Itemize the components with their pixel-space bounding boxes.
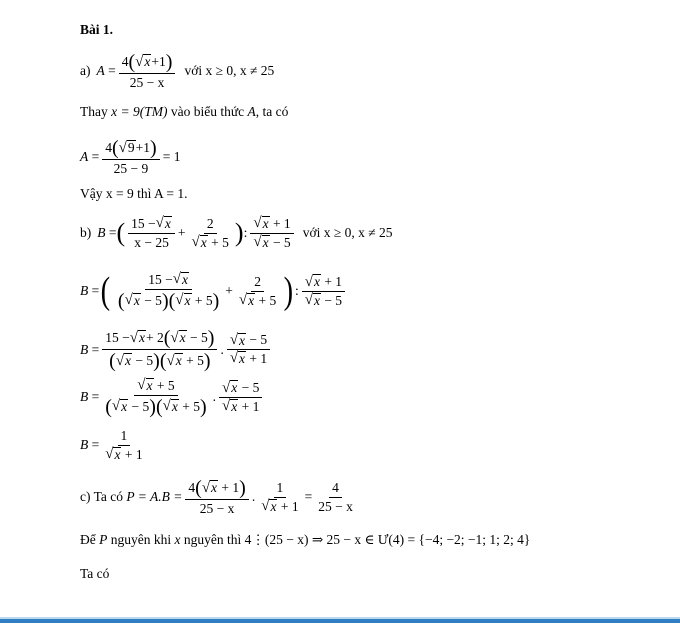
minus5: − 5 xyxy=(272,234,291,250)
tail-text: Ta có xyxy=(80,566,110,581)
b-step-4: B = √ x + 5 ( √ x − 5 )( √ x + 5 ) . √ x − 5 √ x + 1 xyxy=(80,378,265,417)
s2-term-3: √ x + 1 √ x − 5 xyxy=(302,274,345,308)
minus5: − 5 xyxy=(135,353,154,369)
part-b-label: b) xyxy=(80,225,92,241)
part-a-formula: a) A = 4 ( √ x +1 ) 25 − x với x ≥ 0, x ≠ 25 xyxy=(80,51,275,90)
plus-one: +1 xyxy=(151,54,166,70)
s3-term-2: √ x − 5 √ x + 1 xyxy=(227,332,270,366)
condition: x ≥ 0, x ≠ 25 xyxy=(205,63,275,79)
b-step-3: B = 15 − √ x + 2 ( √ x − 5 ) ( √ x − 5 )( √ x + 5 ) . √ x − 5 √ x + 1 xyxy=(80,328,273,371)
subst-pre: Thay xyxy=(80,104,108,119)
integer-condition xyxy=(80,532,530,548)
t1-num: 15 − xyxy=(131,216,156,231)
subst-end: , ta có xyxy=(255,104,289,119)
minus5: − 5 xyxy=(131,398,150,414)
minus5: − 5 xyxy=(324,292,343,308)
plus1: + 1 xyxy=(272,216,291,231)
c-term-1: 4 ( √ x + 1 ) 25 − x xyxy=(185,478,248,517)
plus1: + 1 xyxy=(221,480,240,496)
plus1: + 1 xyxy=(241,398,260,414)
var-a: A xyxy=(96,63,105,79)
plus5: + 5 xyxy=(182,398,200,414)
minus5: − 5 xyxy=(249,332,268,348)
b-step-2: B = ( 15 − √ x ( √ x − 5 )( √ x + 5 ) + 2 √ x + 5 ) : √ x + 1 √ x − 5 xyxy=(80,272,348,311)
plus5: + 5 xyxy=(211,234,229,250)
condition: x ≥ 0, x ≠ 25 xyxy=(323,225,393,241)
s5-num: 1 xyxy=(118,428,131,446)
calc-a: A = 4 ( √ 9 +1 ) 25 − 9 = 1 xyxy=(80,137,181,176)
cond-pre: Để xyxy=(80,532,96,547)
s3-term-1: 15 − √ x + 2 ( √ x − 5 ) ( √ x − 5 )( √ x + 5 ) xyxy=(102,328,217,371)
subst-eq: x = 9(TM) xyxy=(111,104,168,119)
p-eq: P = A.B = xyxy=(126,489,183,505)
nine: 9 xyxy=(127,140,135,156)
t1-den: x − 25 xyxy=(134,234,169,250)
t2-num: 2 xyxy=(251,274,264,292)
fraction-calc: 4 ( √ 9 +1 ) 25 − 9 xyxy=(102,138,159,177)
denominator: 25 − x xyxy=(199,501,235,516)
part-b-formula: b) B = ( 15 − √ x x − 25 + 2 √ x + 5 ) : √ x + 1 √ x − 5 với x ≥ 0, x ≠ 25 xyxy=(80,215,393,250)
plus1: + 1 xyxy=(324,274,343,290)
plus5: + 5 xyxy=(194,292,213,308)
s2-term-2: 2 √ x + 5 xyxy=(238,274,277,309)
exercise-heading: Bài 1. xyxy=(80,22,114,37)
plus-one: +1 xyxy=(135,140,151,156)
x-var: x xyxy=(144,54,151,70)
cond-word: với xyxy=(302,225,321,241)
cond-p: P xyxy=(99,532,108,547)
plus1: + 1 xyxy=(249,351,268,366)
s5-term: 1 √ x + 1 xyxy=(105,428,143,462)
plus5: + 5 xyxy=(258,292,277,308)
term-1: 15 − √ x x − 25 xyxy=(128,216,175,250)
term-2: 2 √ x + 5 xyxy=(191,216,229,250)
denominator: 25 − 9 xyxy=(113,161,149,176)
cond-x: x xyxy=(174,532,181,547)
minus5: − 5 xyxy=(241,380,260,396)
minus5: − 5 xyxy=(190,330,208,346)
res-den: 25 − x xyxy=(318,498,353,514)
subst-post: vào biểu thức xyxy=(170,104,245,119)
var-b: B xyxy=(80,341,89,357)
plus5: + 5 xyxy=(186,353,204,369)
s2-term-1: 15 − √ x ( √ x − 5 )( √ x + 5 ) xyxy=(117,271,220,312)
plus1: + 1 xyxy=(280,498,299,514)
result: = 1 xyxy=(162,149,181,165)
s4-term-1: √ x + 5 ( √ x − 5 )( √ x + 5 ) xyxy=(105,377,207,418)
s4-term-2: √ x − 5 √ x + 1 xyxy=(219,380,262,414)
part-c-label: c) Ta có xyxy=(80,489,124,505)
t1-num: 15 − xyxy=(148,272,173,287)
c-result xyxy=(315,480,356,514)
subst-a: A xyxy=(247,104,256,119)
denominator: 25 − x xyxy=(129,75,165,90)
res-num: 4 xyxy=(329,480,342,498)
coef: 4 xyxy=(105,140,112,156)
c-one: 1 xyxy=(274,480,287,498)
coef: 4 xyxy=(121,54,129,70)
minus5: − 5 xyxy=(144,292,162,308)
cond-then: nguyên thì xyxy=(183,532,242,547)
var-a: A xyxy=(80,149,89,165)
cond-mid: nguyên khi xyxy=(110,532,172,547)
s3-num-a: 15 − xyxy=(105,330,130,346)
t2-num: 2 xyxy=(204,216,217,234)
footer-bar xyxy=(0,619,680,623)
var-b: B xyxy=(80,283,89,299)
s3-num-b: + 2 xyxy=(145,330,164,346)
divisibility: 4⋮(25 − x) ⇒ 25 − x ∈ Ư(4) = {−4; −2; −1; 1; 2; 4} xyxy=(244,532,531,547)
var-b: B xyxy=(80,437,89,453)
conclusion-a: Vậy x = 9 thì A = 1. xyxy=(80,186,188,201)
var-b: B xyxy=(97,225,106,241)
fraction-a: 4 ( √ x +1 ) 25 − x xyxy=(119,52,176,91)
substitution-line xyxy=(80,104,288,120)
part-c-formula: c) Ta có P = A.B = 4 ( √ x + 1 ) 25 − x . 1 √ x + 1 = $\frac{4}{25 - x}$ xyxy=(80,478,359,517)
cond-word: với xyxy=(184,63,203,79)
part-a-label: a) xyxy=(80,63,91,79)
var-b: B xyxy=(80,389,89,405)
plus1: + 1 xyxy=(124,446,143,462)
coef: 4 xyxy=(188,480,196,496)
term-3: √ x + 1 √ x − 5 xyxy=(250,216,293,250)
b-step-5: B = 1 √ x + 1 xyxy=(80,428,149,462)
s4-num: + 5 xyxy=(156,378,175,393)
c-term-2: 1 √ x + 1 xyxy=(261,480,299,515)
